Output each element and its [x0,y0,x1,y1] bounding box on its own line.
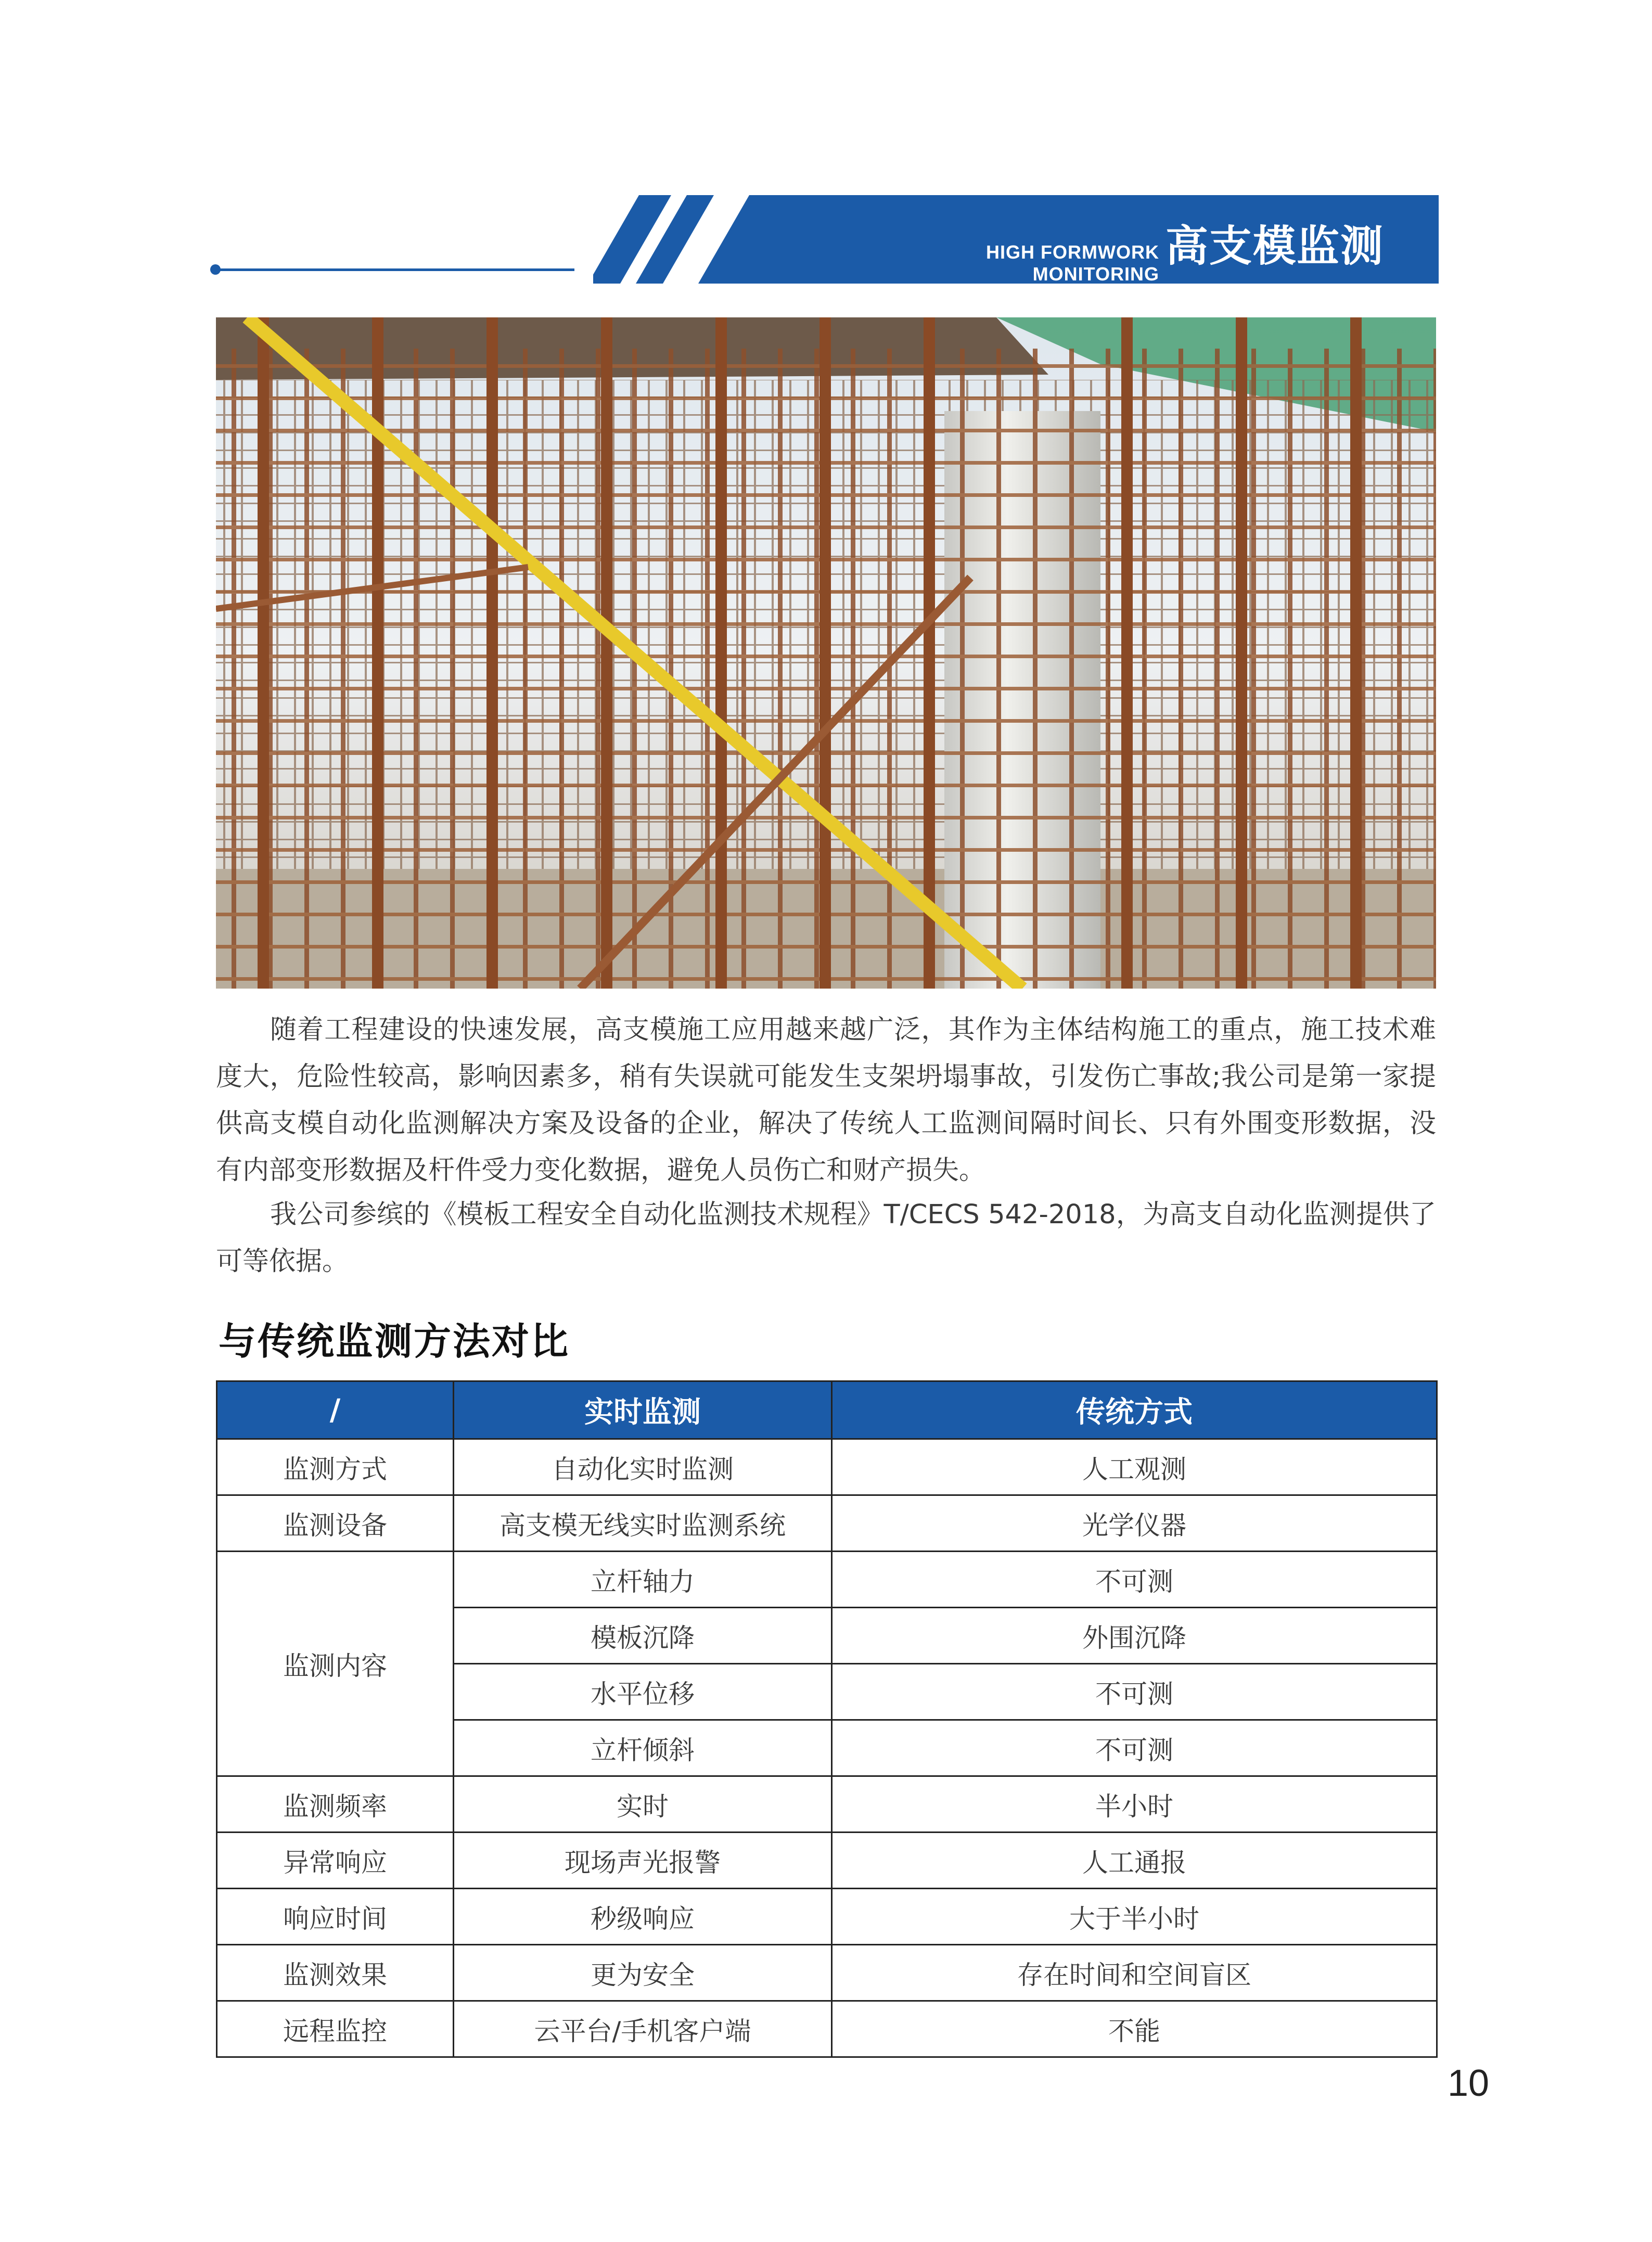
row-traditional: 不能 [832,2001,1437,2057]
table-row [217,1439,1437,1495]
table-row [217,1889,1437,1945]
row-traditional: 光学仪器 [832,1495,1437,1552]
table-header-label: / [217,1381,454,1439]
row-realtime: 实时 [454,1776,832,1833]
row-label: 监测设备 [217,1495,454,1552]
table-header-realtime: 实时监测 [454,1381,832,1439]
row-traditional: 不可测 [832,1552,1437,1608]
row-realtime: 水平位移 [454,1664,832,1720]
table-row [217,1552,1437,1608]
table-row [217,1495,1437,1552]
row-traditional: 半小时 [832,1776,1437,1833]
scaffolding-photo [216,317,1436,989]
row-realtime: 云平台/手机客户端 [454,2001,832,2057]
row-realtime: 更为安全 [454,1945,832,2001]
row-traditional: 大于半小时 [832,1889,1437,1945]
row-traditional: 不可测 [832,1720,1437,1776]
table-row [217,1945,1437,2001]
comparison-table [216,1380,1438,2058]
row-realtime: 自动化实时监测 [454,1439,832,1495]
row-traditional: 人工通报 [832,1833,1437,1889]
row-label: 监测内容 [217,1552,454,1776]
row-realtime: 高支模无线实时监测系统 [454,1495,832,1552]
row-label: 响应时间 [217,1889,454,1945]
page-number: 10 [1448,2062,1490,2104]
row-traditional: 外围沉降 [832,1608,1437,1664]
row-realtime: 秒级响应 [454,1889,832,1945]
row-label: 远程监控 [217,2001,454,2057]
intro-paragraph-1: 随着工程建设的快速发展，高支模施工应用越来越广泛，其作为主体结构施工的重点，施工技术难度大，危险性较高，影响因素多，稍有失误就可能发生支架坍塌事故，引发伤亡事故;我公司是第一家提供高支模自动化监测解决方案及设备的企业，解决了传统人工监测间隔时间长、只有外围变形数据，没有内部变形数据及杆件受力变化数据，避免人员伤亡和财产损失。 [216,1015,1436,1186]
header-title-cn: 高支模监测 [1166,222,1385,271]
row-label: 监测方式 [217,1439,454,1495]
table-header-traditional: 传统方式 [832,1381,1437,1439]
table-row [217,1833,1437,1889]
intro-paragraph-2: 我公司参缤的《模板工程安全自动化监测技术规程》T/CECS 542-2018，为高支自动化监测提供了可等依据。 [216,1199,1436,1277]
row-realtime: 立杆轴力 [454,1552,832,1608]
row-traditional: 人工观测 [832,1439,1437,1495]
row-realtime: 立杆倾斜 [454,1720,832,1776]
row-realtime: 模板沉降 [454,1608,832,1664]
row-label: 监测效果 [217,1945,454,2001]
table-row [217,2001,1437,2057]
row-label: 监测频率 [217,1776,454,1833]
row-label: 异常响应 [217,1833,454,1889]
table-row [217,1776,1437,1833]
section-title: 与传统监测方法对比 [219,1319,570,1363]
row-traditional: 不可测 [832,1664,1437,1720]
table-header-row [217,1381,1437,1439]
row-traditional: 存在时间和空间盲区 [832,1945,1437,2001]
row-realtime: 现场声光报警 [454,1833,832,1889]
header-rule [215,268,574,271]
header-title-en: HIGH FORMWORK MONITORING [986,241,1159,285]
